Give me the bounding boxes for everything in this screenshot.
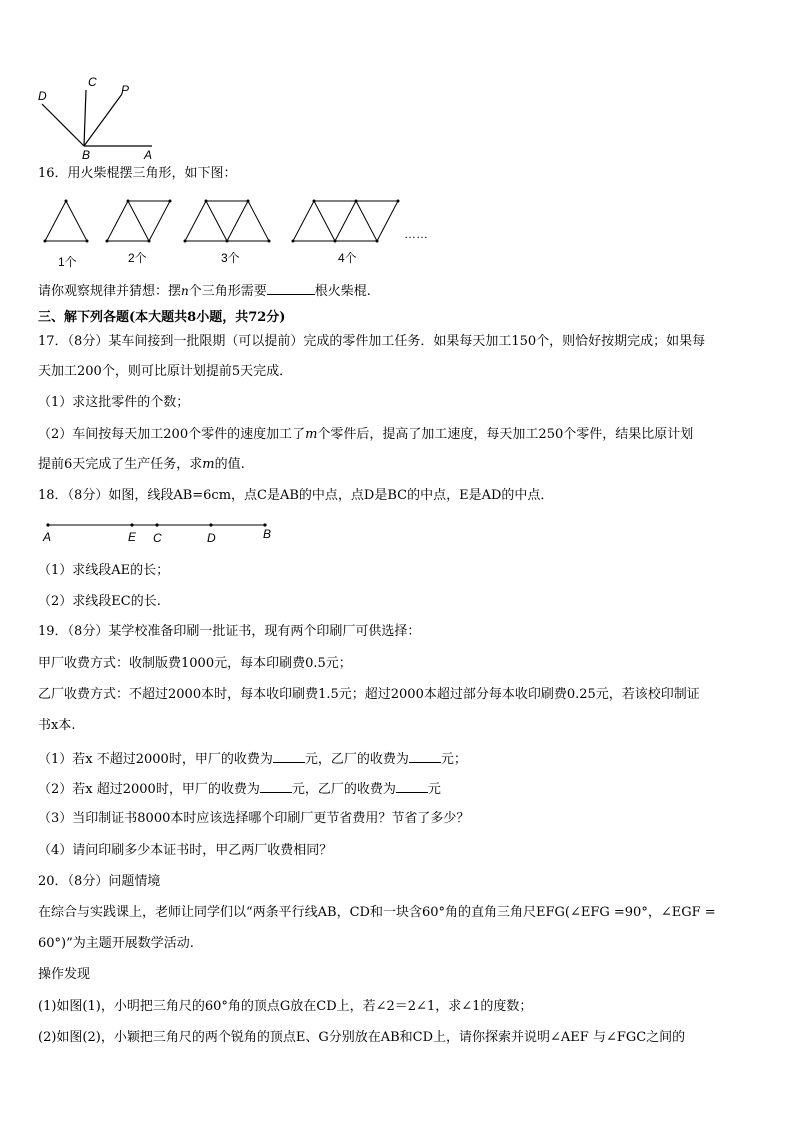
point-c xyxy=(155,523,158,526)
label-b: B xyxy=(263,527,272,541)
q19-line4: 书x本. xyxy=(38,718,76,733)
q19-part4: （4）请问印刷多少本证书时，甲乙两厂收费相同？ xyxy=(38,843,333,858)
q20-line3: 60°)”为主题开展数学活动. xyxy=(38,936,194,951)
triangle-group-1 xyxy=(45,201,87,241)
blank-3[interactable] xyxy=(260,780,292,793)
segment-figure xyxy=(38,518,288,546)
point-e xyxy=(130,523,133,526)
label-d: D xyxy=(207,531,216,545)
blank-1[interactable] xyxy=(273,750,305,763)
answer-blank[interactable] xyxy=(267,282,315,295)
blank-4[interactable] xyxy=(396,780,428,793)
q20-line5: (1)如图(1)，小明把三角尺的60°角的顶点G放在CD上，若∠2＝2∠1，求∠1的度数； xyxy=(38,999,533,1014)
q20-line2: 在综合与实践课上，老师让同学们以“两条平行线AB，CD和一块含60°角的直角三角尺EFG(∠EFG =90°，∠EGF = xyxy=(38,905,716,920)
q16-fill: 请你观察规律并猜想：摆n个三角形需要 根火柴棍. xyxy=(38,284,371,299)
label-e: E xyxy=(128,530,137,544)
label-b: B xyxy=(82,148,91,162)
q19-line3: 乙厂收费方式：不超过2000本时，每本收印刷费1.5元；超过2000本超过部分每本收印刷费0.25元，若该校印制证 xyxy=(38,687,700,702)
q19-line2: 甲厂收费方式：收制版费1000元，每本印刷费0.5元； xyxy=(38,656,352,671)
q18-part1: （1）求线段AE的长； xyxy=(38,563,170,578)
caption-3: 3个 xyxy=(221,251,240,265)
q19-part2: （2）若x 超过2000时，甲厂的收费为 元，乙厂的收费为 元 xyxy=(38,782,441,797)
q19-part3: （3）当印制证书8000本时应该选择哪个印刷厂更节省费用？节省了多少？ xyxy=(38,811,470,826)
triangle-group-3 xyxy=(185,201,269,241)
q16-text: 16．用火柴棍摆三角形，如下图： xyxy=(38,166,237,181)
q17-line2: 天加工200个，则可比原计划提前5天完成． xyxy=(38,364,293,379)
q17-part1: （1）求这批零件的个数； xyxy=(38,395,190,410)
q20-line6: (2)如图(2)，小颖把三角尺的两个锐角的顶点E、G分别放在AB和CD上，请你探索并说明∠AEF 与∠FGC之间的 xyxy=(38,1030,686,1045)
triangle-group-4 xyxy=(293,201,398,241)
caption-4: 4个 xyxy=(338,251,357,265)
matchstick-figure xyxy=(38,194,458,272)
blank-2[interactable] xyxy=(409,750,441,763)
ray-bc xyxy=(84,90,86,146)
label-c: C xyxy=(88,75,97,89)
ray-bd xyxy=(42,104,84,146)
caption-1: 1个 xyxy=(58,255,77,269)
point-a xyxy=(46,523,49,526)
q18-part2: （2）求线段EC的长. xyxy=(38,594,161,609)
q19-part1: （1）若x 不超过2000时，甲厂的收费为 元，乙厂的收费为 元； xyxy=(38,752,467,767)
label-a: A xyxy=(144,148,153,162)
point-d xyxy=(209,523,212,526)
q20-line1: 20．（8分）问题情境 xyxy=(38,874,161,889)
q20-line4: 操作发现 xyxy=(38,967,91,982)
section-heading: 三、解下列各题(本大题共8小题，共72分) xyxy=(38,310,286,325)
q17-line1: 17．（8分）某车间接到一批限期（可以提前）完成的零件加工任务．如果每天加工150个，则恰好按期完成；如果每 xyxy=(38,334,706,349)
label-a: A xyxy=(43,530,52,544)
ellipsis: …… xyxy=(404,227,428,241)
label-c: C xyxy=(153,531,162,545)
ray-bp xyxy=(84,94,122,146)
q18-line1: 18．（8分）如图，线段AB=6cm，点C是AB的中点，点D是BC的中点，E是AD的中点． xyxy=(38,488,554,503)
angle-figure xyxy=(34,72,164,164)
q19-line1: 19．（8分）某学校准备印刷一批证书，现有两个印刷厂可供选择： xyxy=(38,624,421,639)
label-p: P xyxy=(121,83,130,97)
caption-2: 2个 xyxy=(128,251,147,265)
q17-part2-cont: 提前6天完成了生产任务，求m的值. xyxy=(38,457,245,472)
triangle-group-2 xyxy=(107,201,170,241)
label-d: D xyxy=(38,89,47,103)
q17-part2: （2）车间按每天加工200个零件的速度加工了m个零件后，提高了加工速度，每天加工250个零件，结果比原计划 xyxy=(38,427,694,442)
